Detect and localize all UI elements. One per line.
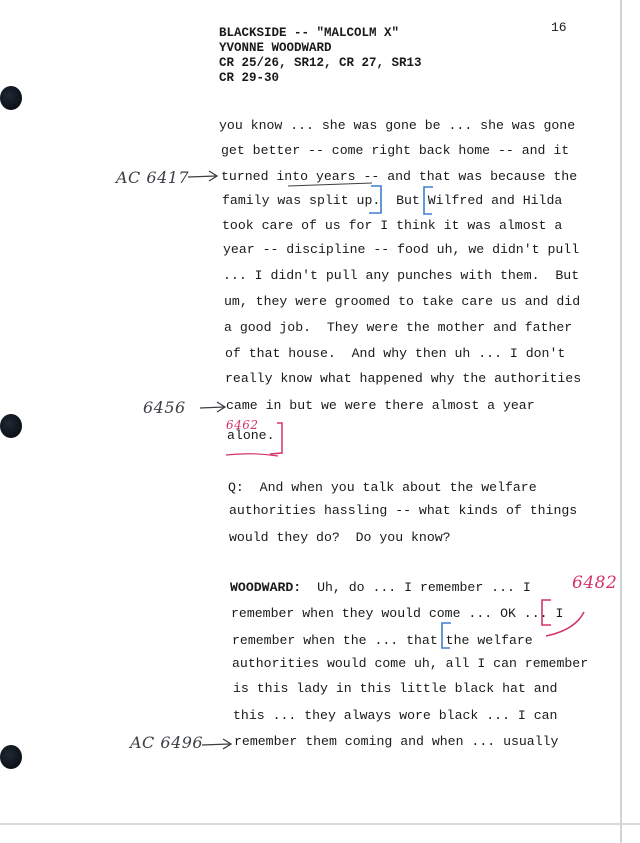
binder-hole-middle <box>0 414 22 438</box>
text-line: you know ... she was gone be ... she was gone <box>219 118 576 133</box>
text-line: alone. <box>227 428 275 443</box>
text-line: family was split up. But Wilfred and Hilda <box>222 193 563 208</box>
header-line: CR 29-30 <box>219 71 280 85</box>
header-line: YVONNE WOODWARD <box>219 41 332 55</box>
text-line: year -- discipline -- food uh, we didn't pull <box>223 242 580 257</box>
answer-line: remember when they would come ... OK ... I <box>231 606 564 621</box>
binder-hole-bottom <box>0 745 22 769</box>
pink-underline <box>226 454 278 456</box>
header-line: BLACKSIDE -- "MALCOLM X" <box>219 26 400 40</box>
text-line: really know what happened why the authorities <box>225 371 582 386</box>
text-line: came in but we were there almost a year <box>226 398 535 413</box>
margin-note-ac-6417: AC 6417 <box>116 168 190 187</box>
text-line: turned into years -- and that was because the <box>221 169 578 184</box>
text-line: um, they were groomed to take care us and did <box>224 294 581 309</box>
arrow-ac-6417 <box>188 171 217 181</box>
arrow-ac-6496 <box>202 739 231 749</box>
text-line: of that house. And why then uh ... I don't <box>225 346 566 361</box>
margin-note-6462: 6462 <box>226 418 259 432</box>
header-line: CR 25/26, SR12, CR 27, SR13 <box>219 56 422 70</box>
page-number: 16 <box>551 20 567 35</box>
question-line: authorities hassling -- what kinds of things <box>229 503 578 518</box>
page-edge-right <box>620 0 622 843</box>
question-line: would they do? Do you know? <box>229 530 451 545</box>
margin-note-ac-6496: AC 6496 <box>130 733 204 752</box>
question-line: Q: And when you talk about the welfare <box>228 480 537 495</box>
binder-hole-top <box>0 86 22 110</box>
answer-text: Uh, do ... I remember ... I <box>317 580 531 595</box>
speaker-label: WOODWARD: <box>230 580 302 595</box>
page-edge-bottom <box>0 823 640 825</box>
text-line: ... I didn't pull any punches with them. But <box>223 268 580 283</box>
answer-line: is this lady in this little black hat and <box>233 681 558 696</box>
text-line: took care of us for I think it was almost a <box>222 218 563 233</box>
answer-line: authorities would come uh, all I can remember <box>232 656 589 671</box>
document-header <box>219 26 422 86</box>
margin-note-6456: 6456 <box>143 398 186 417</box>
answer-line: remember them coming and when ... usually <box>234 734 559 749</box>
margin-note-6482: 6482 <box>572 573 618 593</box>
answer-line: this ... they always wore black ... I can <box>233 708 558 723</box>
answer-first-line <box>230 580 531 595</box>
text-line: a good job. They were the mother and father <box>224 320 573 335</box>
answer-line: remember when the ... that the welfare <box>232 633 533 648</box>
text-line: get better -- come right back home -- and it <box>221 143 570 158</box>
arrow-6456 <box>200 402 225 412</box>
